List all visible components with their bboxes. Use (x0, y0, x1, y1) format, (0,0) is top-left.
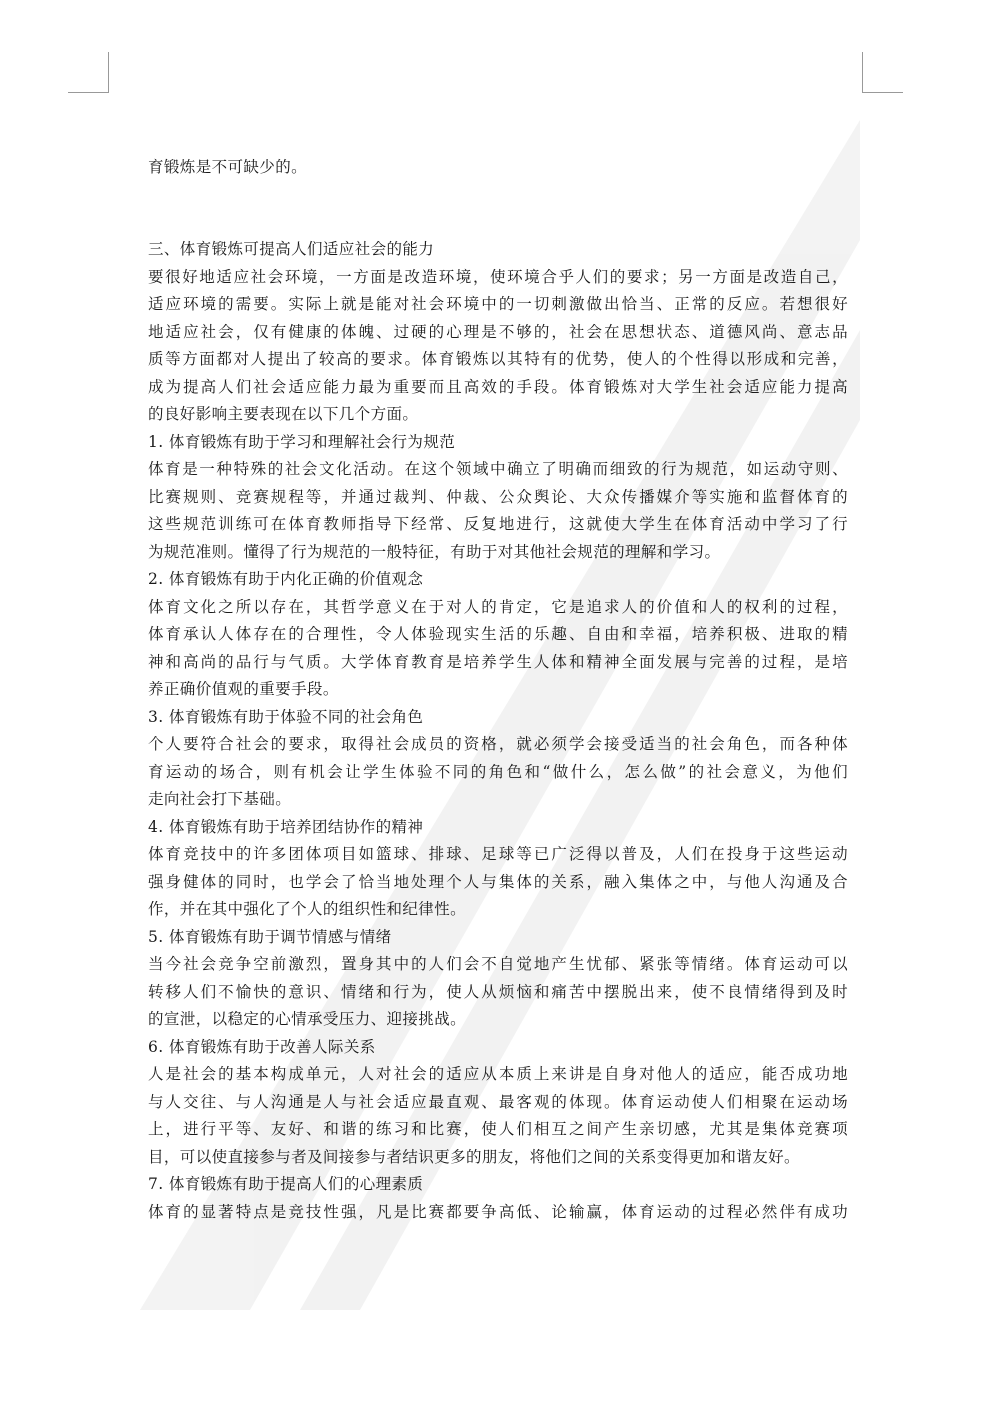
item-2 (148, 566, 848, 704)
paragraph-line: 这些规范训练可在体育教师指导下经常、反复地进行，这就使大学生在体育活动中学习了行 (148, 515, 848, 533)
paragraph-line: 人是社会的基本构成单元，人对社会的适应从本质上来讲是自身对他人的适应，能否成功地 (148, 1065, 848, 1083)
item-5 (148, 924, 848, 1034)
paragraph-line: 质等方面都对人提出了较高的要求。体育锻炼以其特有的优势，使人的个性得以形成和完善， (148, 350, 848, 368)
paragraph-line: 体育竞技中的许多团体项目如篮球、排球、足球等已广泛得以普及，人们在投身于这些运动 (148, 845, 848, 863)
paragraph-line: 上，进行平等、友好、和谐的练习和比赛，使人们相互之间产生亲切感，尤其是集体竞赛项 (148, 1120, 848, 1138)
item-title: 6. 体育锻炼有助于改善人际关系 (148, 1037, 376, 1056)
crop-mark-top-right (862, 52, 903, 93)
section-paragraph (148, 264, 848, 429)
paragraph-line: 体育是一种特殊的社会文化活动。在这个领域中确立了明确而细致的行为规范，如运动守则、 (148, 460, 848, 478)
paragraph-line: 要很好地适应社会环境，一方面是改造环境，使环境合乎人们的要求；另一方面是改造自己， (148, 267, 848, 286)
paragraph-line: 个人要符合社会的要求，取得社会成员的资格，就必须学会接受适当的社会角色，而各种体 (148, 735, 848, 753)
paragraph-line: 当今社会竞争空前激烈，置身其中的人们会不自觉地产生忧郁、紧张等情绪。体育运动可以 (148, 955, 848, 973)
item-title: 4. 体育锻炼有助于培养团结协作的精神 (148, 817, 424, 836)
paragraph-line: 体育的显著特点是竞技性强，凡是比赛都要争高低、论输赢，体育运动的过程必然伴有成功 (148, 1202, 848, 1221)
paragraph-line: 转移人们不愉快的意识、情绪和行为，使人从烦恼和痛苦中摆脱出来，使不良情绪得到及时 (148, 982, 848, 1001)
paragraph-line: 目，可以使直接参与者及间接参与者结识更多的朋友，将他们之间的关系变得更加和谐友好。 (148, 1147, 800, 1166)
paragraph-line: 体育承认人体存在的合理性，令人体验现实生活的乐趣、自由和幸福，培养积极、进取的精 (148, 625, 848, 643)
crop-mark-top-left (68, 52, 109, 93)
paragraph-line: 作，并在其中强化了个人的组织性和纪律性。 (148, 900, 467, 918)
item-title: 5. 体育锻炼有助于调节情感与情绪 (148, 927, 392, 946)
item-3 (148, 704, 848, 814)
paragraph-line: 为规范准则。懂得了行为规范的一般特征，有助于对其他社会规范的理解和学习。 (148, 542, 721, 561)
paragraph-line: 成为提高人们社会适应能力最为重要而且高效的手段。体育锻炼对大学生社会适应能力提高 (148, 377, 848, 396)
paragraph-line: 神和高尚的品行与气质。大学体育教育是培养学生人体和精神全面发展与完善的过程，是培 (148, 652, 848, 671)
paragraph-line: 育运动的场合，则有机会让学生体验不同的角色和“做什么，怎么做”的社会意义，为他们 (148, 762, 848, 781)
item-7 (148, 1171, 848, 1226)
paragraph-line: 体育文化之所以存在，其哲学意义在于对人的肯定，它是追求人的价值和人的权利的过程， (148, 597, 848, 616)
paragraph-line: 地适应社会，仅有健康的体魄、过硬的心理是不够的，社会在思想状态、道德风尚、意志品 (148, 322, 848, 341)
paragraph-line: 的良好影响主要表现在以下几个方面。 (148, 405, 419, 423)
paragraph-line: 与人交往、与人沟通是人与社会适应最直观、最客观的体现。体育运动使人们相聚在运动场 (148, 1092, 848, 1111)
item-4 (148, 814, 848, 924)
item-title: 3. 体育锻炼有助于体验不同的社会角色 (148, 707, 424, 726)
paragraph-line: 比赛规则、竞赛规程等，并通过裁判、仲裁、公众舆论、大众传播媒介等实施和监督体育的 (148, 487, 848, 506)
paragraph-line: 强身健体的同时，也学会了恰当地处理个人与集体的关系，融入集体之中，与他人沟通及合 (148, 872, 848, 891)
document-page (148, 126, 848, 1226)
item-title: 2. 体育锻炼有助于内化正确的价值观念 (148, 570, 424, 588)
item-title: 7. 体育锻炼有助于提高人们的心理素质 (148, 1175, 424, 1193)
paragraph-line: 的宣泄，以稳定的心情承受压力、迎接挑战。 (148, 1010, 467, 1028)
paragraph-line: 走向社会打下基础。 (148, 790, 292, 808)
item-6 (148, 1034, 848, 1172)
intro-line: 育锻炼是不可缺少的。 (148, 157, 308, 176)
paragraph-line: 养正确价值观的重要手段。 (148, 680, 339, 698)
paragraph-line: 适应环境的需要。实际上就是能对社会环境中的一切刺激做出恰当、正常的反应。若想很好 (148, 295, 848, 313)
section-title: 三、体育锻炼可提高人们适应社会的能力 (148, 240, 435, 258)
item-title: 1. 体育锻炼有助于学习和理解社会行为规范 (148, 432, 456, 451)
item-1 (148, 429, 848, 567)
